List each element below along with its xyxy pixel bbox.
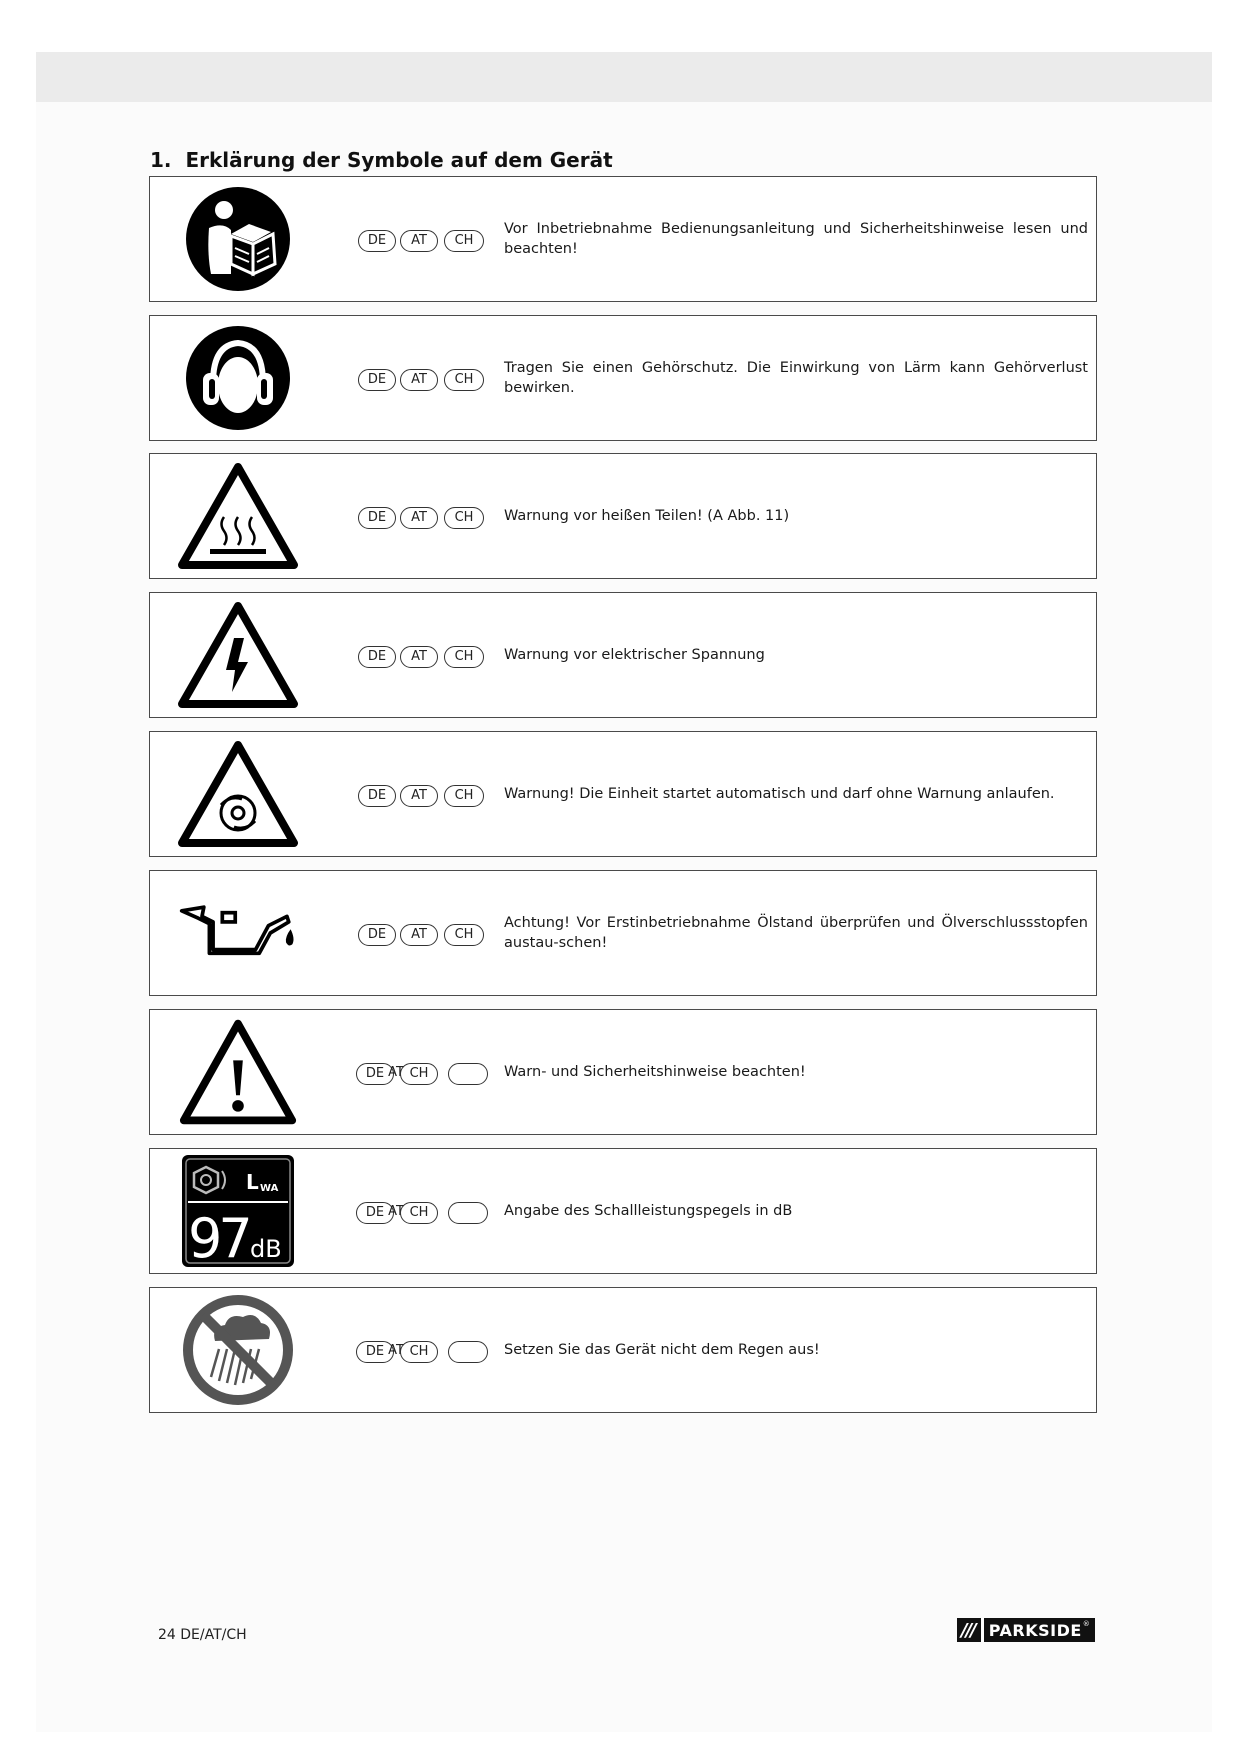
section-title-text: Erklärung der Symbole auf dem Gerät	[185, 148, 613, 172]
badge-at: AT	[388, 1065, 404, 1080]
symbol-description: Angabe des Schallleistungspegels in dB	[504, 1203, 793, 1219]
db-value: 97	[188, 1207, 249, 1269]
badge-at: AT	[400, 369, 438, 391]
country-badges	[358, 646, 498, 668]
symbol-description: Warn- und Sicherheitshinweise beachten!	[504, 1064, 806, 1080]
section-title	[150, 148, 613, 172]
badge-at: AT	[400, 646, 438, 668]
parkside-logo	[957, 1618, 1095, 1642]
badge-at: AT	[400, 230, 438, 252]
general-warning-icon	[178, 1016, 298, 1128]
badge-de: DE	[356, 1063, 394, 1085]
country-badges	[358, 1202, 498, 1224]
country-badges	[358, 924, 498, 946]
badge-ch: CH	[444, 646, 484, 668]
symbol-row-automatic-start	[149, 731, 1097, 857]
country-badges	[358, 507, 498, 529]
badge-de: DE	[356, 1202, 394, 1224]
badge-de: DE	[358, 785, 396, 807]
lwa-label: L	[246, 1170, 259, 1194]
symbol-row-read-manual	[149, 176, 1097, 302]
symbol-row-general-warning	[149, 1009, 1097, 1135]
badge-de: DE	[358, 369, 396, 391]
country-badges	[358, 785, 498, 807]
badge-at: AT	[400, 507, 438, 529]
country-badges	[358, 369, 498, 391]
lwa-sub-label: WA	[260, 1183, 279, 1194]
automatic-start-warning-icon	[178, 738, 298, 850]
badge-ch: CH	[444, 924, 484, 946]
symbol-row-oil-check	[149, 870, 1097, 996]
brand-name: PARKSIDE	[988, 1620, 1082, 1640]
symbol-description: Warnung! Die Einheit startet automatisch und darf ohne Warnung anlaufen.	[504, 786, 1055, 802]
header-band	[36, 52, 1212, 102]
badge-ch: CH	[444, 369, 484, 391]
badge-at: AT	[400, 785, 438, 807]
read-manual-icon	[178, 183, 298, 295]
symbol-description: Achtung! Vor Erstinbetriebnahme Ölstand überprüfen und Ölverschlussstopfen austau-schen!	[504, 915, 1088, 951]
badge-at: AT	[388, 1204, 404, 1219]
badge-de: DE	[358, 924, 396, 946]
ear-protection-icon	[178, 322, 298, 434]
badge-empty	[448, 1202, 488, 1224]
badge-at: AT	[400, 924, 438, 946]
country-badges	[358, 230, 498, 252]
badge-ch: CH	[400, 1341, 438, 1363]
badge-de: DE	[358, 230, 396, 252]
electric-voltage-warning-icon	[178, 599, 298, 711]
symbol-description: Warnung vor heißen Teilen! (A Abb. 11)	[504, 508, 790, 524]
symbol-row-sound-power	[149, 1148, 1097, 1274]
db-unit: dB	[250, 1235, 282, 1263]
symbol-description: Vor Inbetriebnahme Bedienungsanleitung und Sicherheitshinweise lesen und beachten!	[504, 221, 1088, 257]
badge-ch: CH	[444, 507, 484, 529]
brand-slashes: ///	[961, 1619, 975, 1641]
country-badges	[358, 1341, 498, 1363]
badge-ch: CH	[400, 1202, 438, 1224]
country-badges	[358, 1063, 498, 1085]
symbol-row-ear-protection	[149, 315, 1097, 441]
symbol-row-electric-voltage	[149, 592, 1097, 718]
symbol-description: Warnung vor elektrischer Spannung	[504, 647, 765, 663]
hot-surface-warning-icon	[178, 460, 298, 572]
badge-ch: CH	[400, 1063, 438, 1085]
brand-separator	[981, 1618, 984, 1642]
badge-de: DE	[358, 507, 396, 529]
no-rain-icon	[178, 1294, 298, 1406]
section-number: 1.	[150, 148, 172, 172]
badge-at: AT	[388, 1343, 404, 1358]
symbol-row-no-rain	[149, 1287, 1097, 1413]
badge-ch: CH	[444, 230, 484, 252]
badge-de: DE	[356, 1341, 394, 1363]
badge-empty	[448, 1063, 488, 1085]
badge-ch: CH	[444, 785, 484, 807]
badge-de: DE	[358, 646, 396, 668]
symbol-row-hot-surface	[149, 453, 1097, 579]
symbol-description: Setzen Sie das Gerät nicht dem Regen aus!	[504, 1342, 820, 1358]
page-number-label: 24 DE/AT/CH	[158, 1627, 247, 1643]
oil-can-icon	[178, 877, 298, 989]
brand-registered-mark: ®	[1082, 1620, 1090, 1628]
badge-empty	[448, 1341, 488, 1363]
symbol-description: Tragen Sie einen Gehörschutz. Die Einwirkung von Lärm kann Gehörverlust bewirken.	[504, 360, 1088, 396]
sound-power-level-icon	[178, 1155, 298, 1267]
